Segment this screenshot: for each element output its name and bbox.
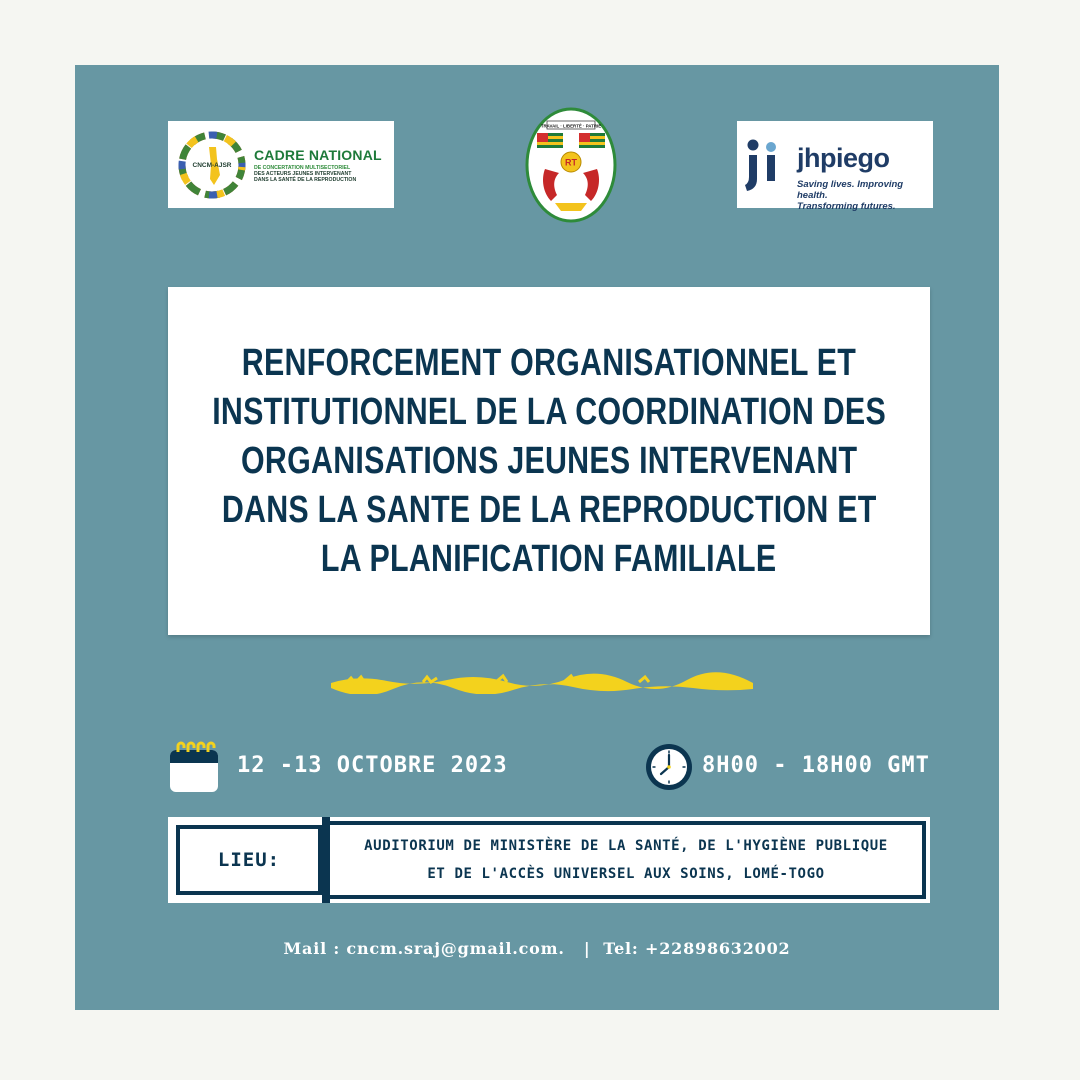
jhpiego-name: jhpiego: [797, 143, 890, 173]
poster-panel: [75, 65, 999, 1010]
event-date: 12 -13 OCTOBRE 2023: [237, 753, 508, 778]
venue-line-2: ET DE L'ACCÈS UNIVERSEL AUX SOINS, LOMÉ-TOGO: [427, 866, 825, 882]
togo-flag-left: [537, 133, 563, 148]
venue-value-box: [330, 821, 926, 899]
cncm-subtitle-3: DANS LA SANTÉ DE LA REPRODUCTION: [254, 177, 357, 184]
contact-info: Mail : cncm.sraj@gmail.com. | Tel: +22898632002: [283, 939, 791, 958]
event-time: 8H00 - 18H00 GMT: [702, 753, 930, 778]
title-line-3: ORGANISATIONS JEUNES INTERVENANT: [240, 439, 858, 482]
cncm-ajsr-logo-icon: [176, 129, 248, 201]
jhpiego-mark-icon: [741, 137, 793, 195]
title-line-2: INSTITUTIONNEL DE LA COORDINATION DES: [212, 390, 886, 433]
calendar-icon: [168, 738, 220, 794]
title-line-1: RENFORCEMENT ORGANISATIONNEL ET: [241, 341, 857, 384]
jhpiego-tagline-1: Saving lives. Improving health.: [797, 179, 904, 201]
venue-line-1: AUDITORIUM DE MINISTÈRE DE LA SANTÉ, DE L'HYGIÈNE PUBLIQUE: [364, 838, 888, 854]
venue-label: LIEU:: [217, 849, 281, 871]
venue-divider: [322, 817, 330, 903]
cncm-title: CADRE NATIONAL: [254, 147, 382, 163]
seal-motto: TRAVAIL · LIBERTÉ · PATRIE: [540, 123, 602, 129]
venue-label-box: [176, 825, 322, 895]
title-line-4: DANS LA SANTE DE LA REPRODUCTION ET: [221, 488, 877, 531]
venue-box: [168, 817, 930, 903]
brush-stroke-divider: [327, 670, 757, 694]
togo-coat-of-arms-icon: [525, 107, 617, 223]
togo-flag-right: [579, 133, 605, 148]
clock-icon: [644, 742, 694, 792]
cncm-subtitle-2: DES ACTEURS JEUNES INTERVENANT: [254, 171, 352, 178]
jhpiego-tagline: [797, 179, 933, 212]
cncm-subtitle: [254, 165, 392, 184]
cncm-logo: [168, 121, 394, 208]
cncm-subtitle-1: DE CONCERTATION MULTISECTORIEL: [254, 165, 351, 171]
title-line-5: LA PLANIFICATION FAMILIALE: [321, 537, 777, 580]
seal-initials: RT: [565, 157, 577, 168]
title-box: [168, 287, 930, 635]
cncm-ring-text: CNCM-AJSR: [192, 162, 232, 169]
jhpiego-logo: [737, 121, 933, 212]
jhpiego-tagline-2: Transforming futures.: [797, 201, 896, 212]
